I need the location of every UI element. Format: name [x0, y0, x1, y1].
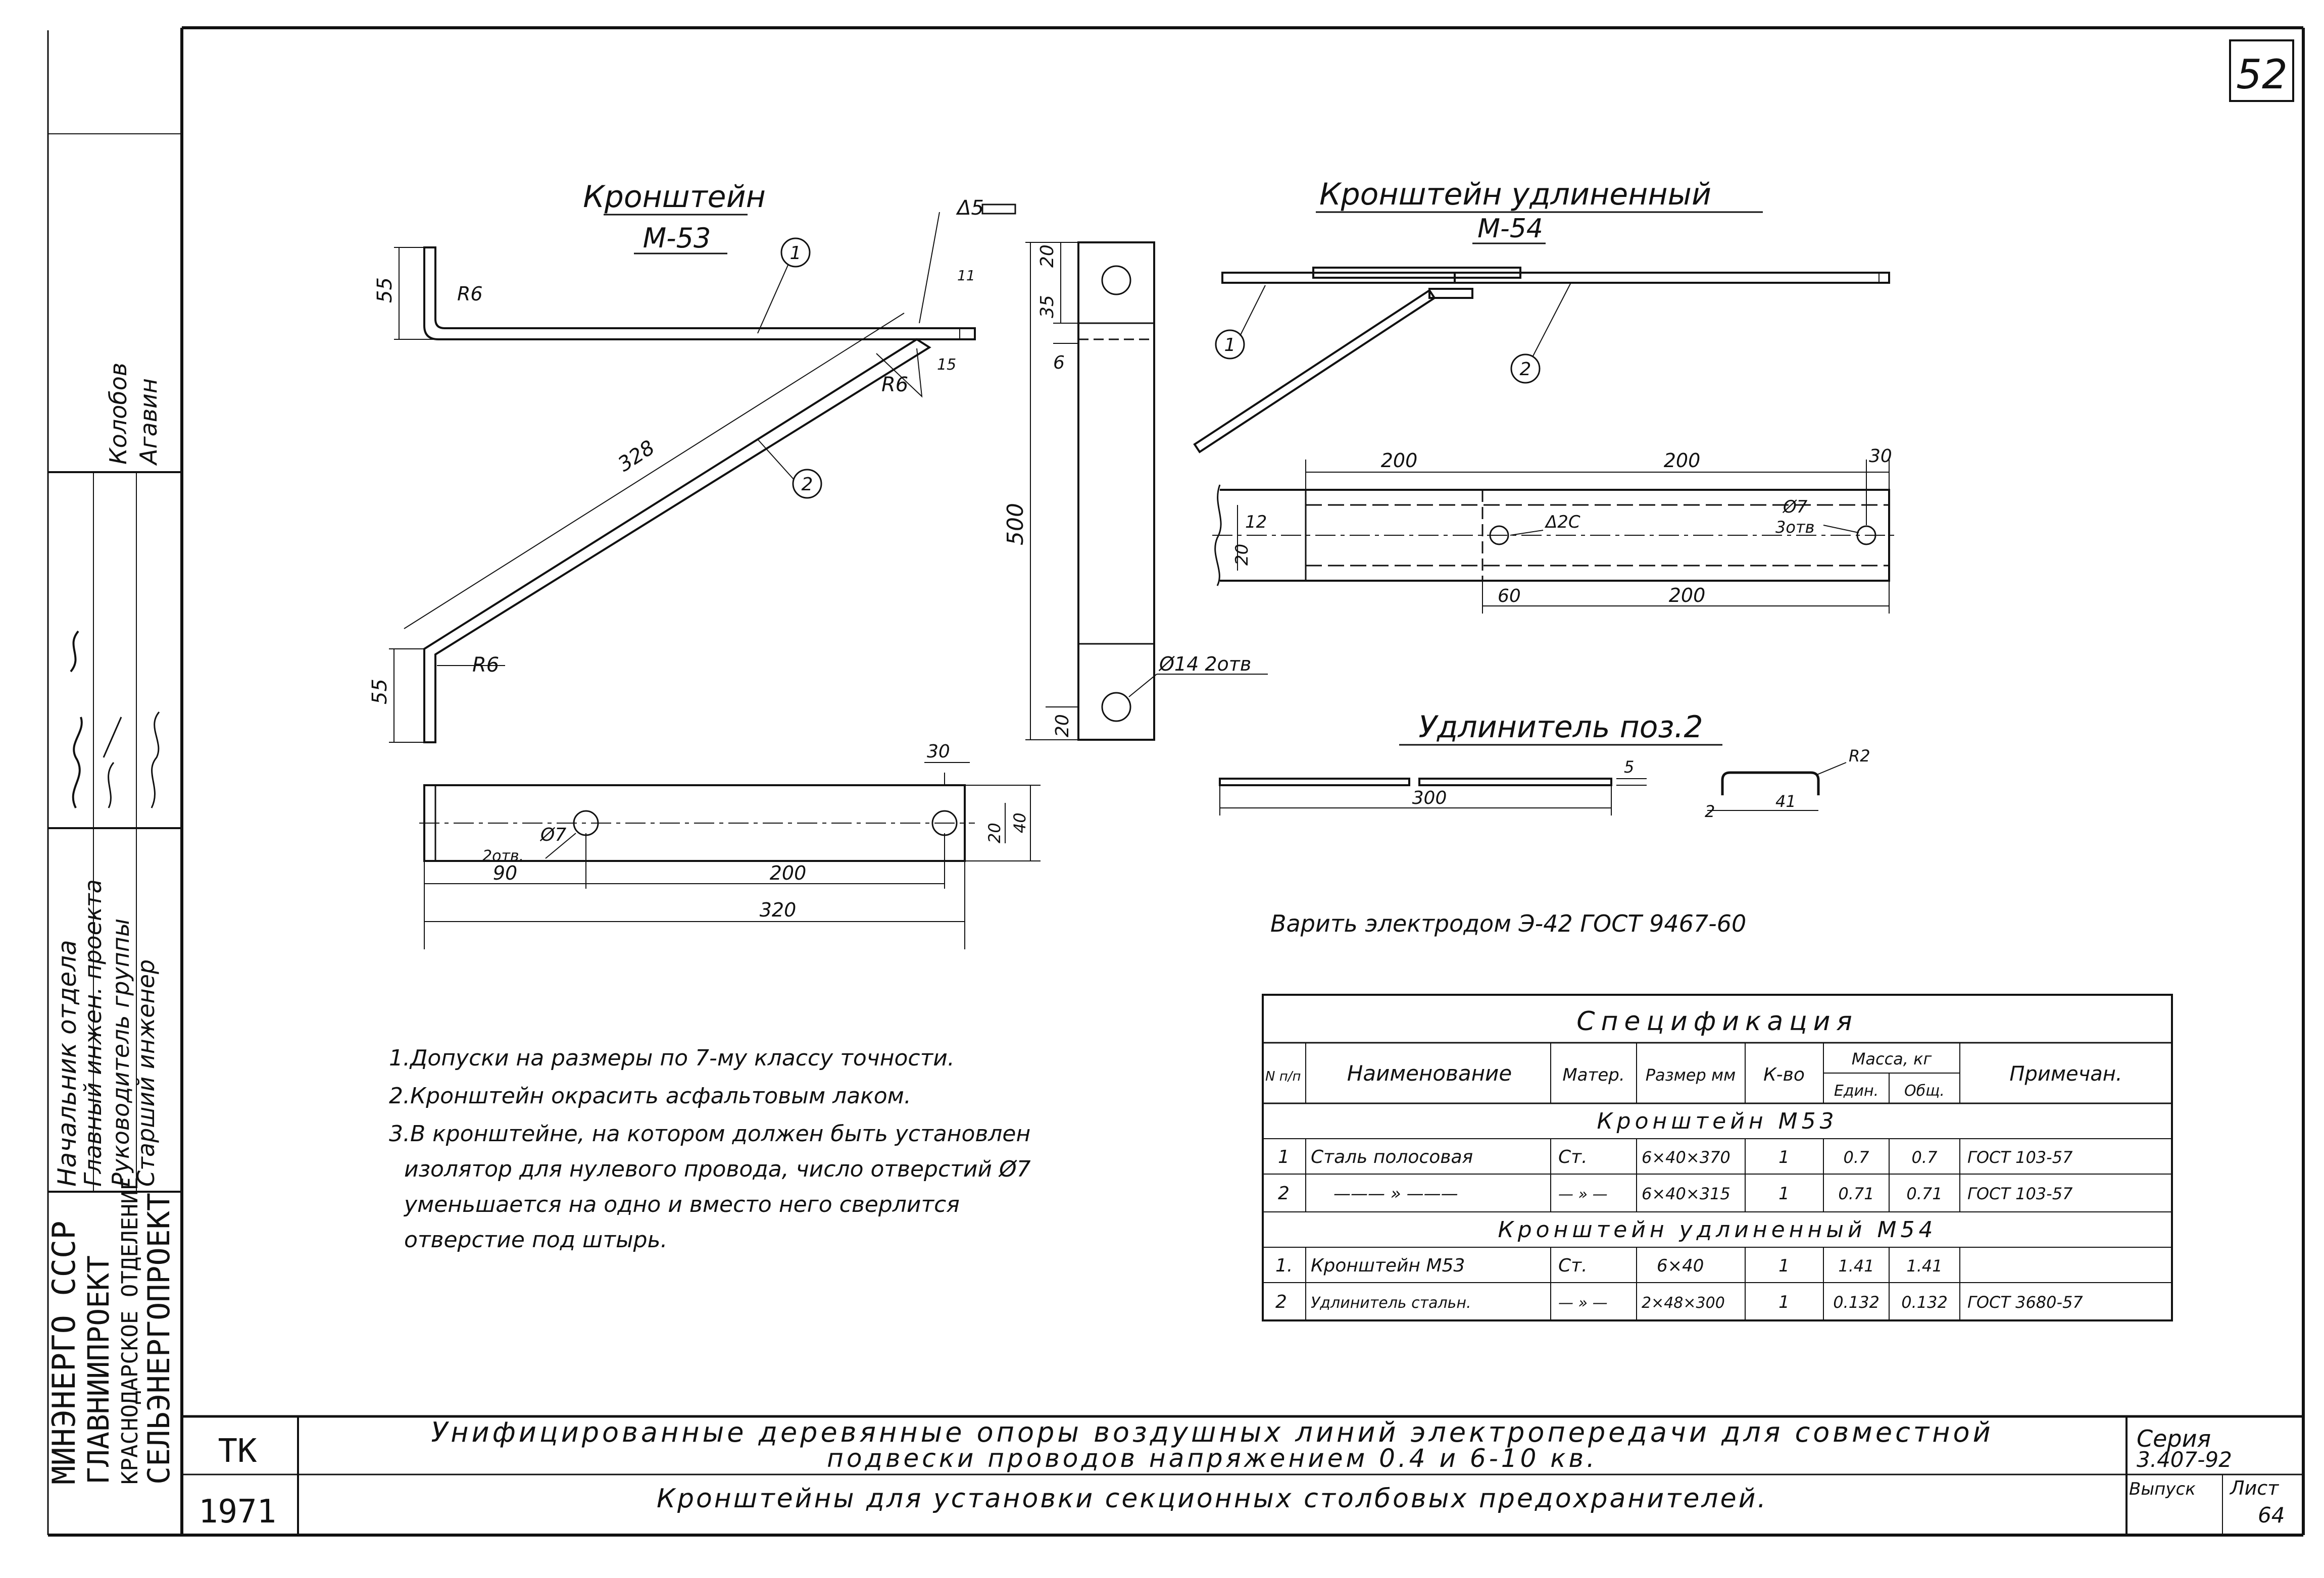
extender-title: Удлинитель поз.2 [1418, 709, 1703, 745]
spec-cell: ГОСТ 3680-57 [1967, 1293, 2083, 1312]
left-stamp [45, 363, 177, 1485]
stamp-role-1: Начальник отдела [53, 940, 82, 1187]
m53-part1-bar [424, 247, 975, 339]
spec-cell: 0.132 [1901, 1293, 1948, 1312]
m53-plan-hole-7: Ø7 [540, 825, 567, 845]
spec-cell: ГОСТ 103-57 [1967, 1184, 2073, 1203]
note-2: 2.Кронштейн окрасить асфальтовым лаком. [389, 1083, 911, 1109]
spec-cell: Ст. [1558, 1255, 1588, 1276]
m54-hole: Ø7 [1783, 497, 1808, 517]
stamp-org-1: МИНЭНЕРГО СССР [45, 1220, 82, 1485]
m53-dim-r-top: R6 [457, 283, 483, 305]
note-3d: отверстие под штырь. [404, 1227, 668, 1253]
table-row [1278, 1183, 2073, 1204]
title-sub: Кронштейны для установки секционных столбовых предохранителей. [657, 1484, 1768, 1514]
m53-plan-dim-90: 90 [492, 862, 518, 884]
extender-view [1220, 709, 1870, 821]
m53-plan-view [419, 741, 1041, 949]
table-row [1275, 1255, 1943, 1276]
note-3c: уменьшается на одно и вместо него сверлится [404, 1192, 960, 1217]
spec-h-mass: Масса, кг [1851, 1049, 1932, 1068]
m53-side-hole-14: Ø14 2отв [1159, 653, 1252, 675]
spec-cell: 1 [1778, 1184, 1790, 1204]
spec-cell: 6×40 [1657, 1256, 1704, 1276]
spec-cell: 2 [1278, 1183, 1290, 1204]
title-main-1: Унифицированные деревянные опоры воздушных линий электропередачи для совместной [431, 1416, 1994, 1448]
m53-plan-dim-30: 30 [927, 741, 950, 762]
spec-cell: — » — [1558, 1294, 1608, 1312]
m54-mark: М-54 [1477, 214, 1543, 244]
sheet-value: 64 [2258, 1503, 2285, 1528]
series-label: Серия [2137, 1425, 2211, 1452]
spec-cell: ГОСТ 103-57 [1967, 1148, 2073, 1167]
title-block [182, 1416, 2303, 1535]
note-3b: изолятор для нулевого провода, число отверстий Ø7 [404, 1156, 1031, 1182]
bracket-m54-view [1195, 177, 1899, 614]
m53-side-dim-20a: 20 [1037, 244, 1058, 268]
m53-dim-diag: 328 [614, 436, 659, 477]
series-value: 3.407-92 [2137, 1447, 2232, 1472]
spec-h-note: Примечан. [2009, 1062, 2122, 1086]
weld-note: Варить электродом Э-42 ГОСТ 9467-60 [1270, 910, 1747, 937]
m53-plan-dim-200: 200 [769, 862, 807, 884]
m53-side-dim-20b: 20 [1052, 714, 1073, 737]
sheet-label: Лист [2230, 1477, 2279, 1499]
spec-h-name: Наименование [1347, 1061, 1512, 1086]
m53-part2-bar [424, 339, 929, 742]
m53-mark: М-53 [642, 222, 711, 254]
spec-cell: 0.132 [1833, 1293, 1880, 1312]
m53-plan-dim-20: 20 [985, 823, 1004, 843]
note-1: 1.Допуски на размеры по 7-му классу точности. [389, 1045, 955, 1071]
spec-cell: 1 [1778, 1147, 1790, 1167]
stamp-name-2: Агавин [135, 378, 162, 465]
spec-cell: ——— » ——— [1333, 1184, 1458, 1204]
m53-side-dim-6: 6 [1053, 352, 1065, 373]
general-notes [389, 1045, 1031, 1253]
spec-cell: 1 [1278, 1147, 1290, 1167]
spec-cell: 0.71 [1906, 1184, 1943, 1203]
title-code: ТК [218, 1433, 257, 1470]
title-year: 1971 [198, 1493, 277, 1531]
note-3a: 3.В кронштейне, на котором должен быть установлен [389, 1121, 1031, 1147]
sheet-number: 52 [2236, 51, 2288, 98]
signature-1 [71, 631, 82, 808]
m53-weld-symbol: Δ5 [957, 196, 984, 220]
m53-plan-holes-2: 2отв. [482, 847, 524, 865]
extender-profile [1722, 773, 1818, 795]
spec-cell: Кронштейн М53 [1311, 1255, 1465, 1276]
m53-callout-2: 2 [801, 474, 813, 495]
extender-dim-2: 2 [1705, 802, 1715, 821]
m53-dim-15: 15 [937, 356, 957, 374]
m54-dim-60: 60 [1498, 586, 1521, 606]
m53-dim-r-tip: R6 [881, 373, 909, 396]
m53-dim-h-top: 55 [373, 277, 397, 303]
m53-plan-dim-320: 320 [759, 899, 797, 921]
stamp-role-4: Старший инженер [132, 959, 160, 1187]
spec-h-qty: К-во [1763, 1064, 1805, 1085]
m54-dim-200b: 200 [1663, 449, 1701, 472]
spec-group-1: Кронштейн М53 [1597, 1108, 1838, 1134]
spec-cell: 0.7 [1843, 1148, 1869, 1167]
extender-dim-r2: R2 [1849, 746, 1870, 766]
m54-dim-30: 30 [1869, 446, 1892, 467]
m54-weld: Δ2С [1546, 512, 1580, 532]
spec-group-2: Кронштейн удлиненный М54 [1498, 1217, 1937, 1243]
extender-dim-41: 41 [1775, 792, 1796, 811]
spec-cell: Ст. [1558, 1147, 1588, 1167]
m53-plan-dim-40: 40 [1010, 812, 1029, 833]
title-main-2: подвески проводов напряжением 0.4 и 6-10 кв. [827, 1444, 1598, 1473]
m54-callout-1: 1 [1224, 335, 1236, 355]
spec-cell: 6×40×315 [1642, 1184, 1730, 1203]
m53-callout-1: 1 [789, 243, 802, 264]
extender-dim-5: 5 [1624, 757, 1635, 777]
spec-h-total: Общ. [1904, 1082, 1945, 1100]
m54-holes: 3отв [1775, 518, 1815, 537]
spec-cell: — » — [1558, 1186, 1608, 1203]
extender-dim-300: 300 [1412, 788, 1447, 808]
spec-cell: 1 [1778, 1256, 1790, 1276]
m53-dim-r-bot: R6 [472, 653, 500, 677]
issue-label: Выпуск [2129, 1479, 2196, 1499]
spec-table [1263, 995, 2172, 1320]
spec-title: Спецификация [1576, 1006, 1858, 1037]
spec-cell: 1 [1778, 1292, 1790, 1312]
m53-title: Кронштейн [583, 179, 766, 215]
spec-h-mat: Матер. [1562, 1065, 1625, 1085]
stamp-org-4: СЕЛЬЭНЕРГОПРОЕКТ [141, 1193, 177, 1485]
m53-dim-h-bot: 55 [368, 679, 391, 704]
m54-callout-2: 2 [1519, 359, 1531, 380]
spec-cell: 6×40×370 [1642, 1148, 1730, 1167]
stamp-role-3: Руководитель группы [107, 918, 134, 1187]
spec-cell: 1.41 [1838, 1256, 1874, 1276]
spec-cell: 2 [1275, 1292, 1287, 1312]
m54-dim-12: 12 [1245, 512, 1267, 532]
spec-h-size: Размер мм [1645, 1065, 1736, 1085]
m53-side-view [1003, 242, 1268, 740]
table-row [1278, 1147, 2073, 1167]
sheet-frame [48, 28, 2303, 1535]
spec-h-num: N п/п [1265, 1069, 1301, 1084]
spec-cell: 1. [1275, 1255, 1293, 1276]
m53-side-dim-500: 500 [1003, 503, 1028, 545]
stamp-name-1: Колобов [105, 363, 132, 465]
sheet-number-box [2230, 40, 2293, 101]
table-row [1275, 1292, 2083, 1312]
spec-cell: 0.7 [1911, 1148, 1938, 1167]
m54-dim-20: 20 [1232, 543, 1252, 566]
m54-title: Кронштейн удлиненный [1319, 177, 1711, 212]
spec-cell: 2×48×300 [1642, 1294, 1725, 1312]
spec-cell: Удлинитель стальн. [1311, 1294, 1471, 1312]
spec-cell: Сталь полосовая [1311, 1147, 1473, 1167]
signature-2 [104, 717, 121, 808]
m53-dim-11: 11 [957, 267, 975, 284]
stamp-org-3: КРАСНОДАРСКОЕ ОТДЕЛЕНИЕ [117, 1177, 143, 1485]
spec-cell: 1.41 [1906, 1256, 1943, 1276]
stamp-org-2: ГЛАВНИИПРОЕКТ [81, 1255, 116, 1485]
bracket-m53-view [368, 179, 1015, 742]
spec-cell: 0.71 [1838, 1184, 1874, 1203]
m54-dim-200a: 200 [1380, 449, 1418, 472]
spec-h-unit: Един. [1834, 1082, 1879, 1100]
m53-side-dim-35: 35 [1037, 295, 1058, 318]
signature-3 [152, 712, 159, 808]
stamp-role-2: Главный инжен. проекта [79, 879, 107, 1187]
m54-dim-200c: 200 [1668, 584, 1706, 606]
